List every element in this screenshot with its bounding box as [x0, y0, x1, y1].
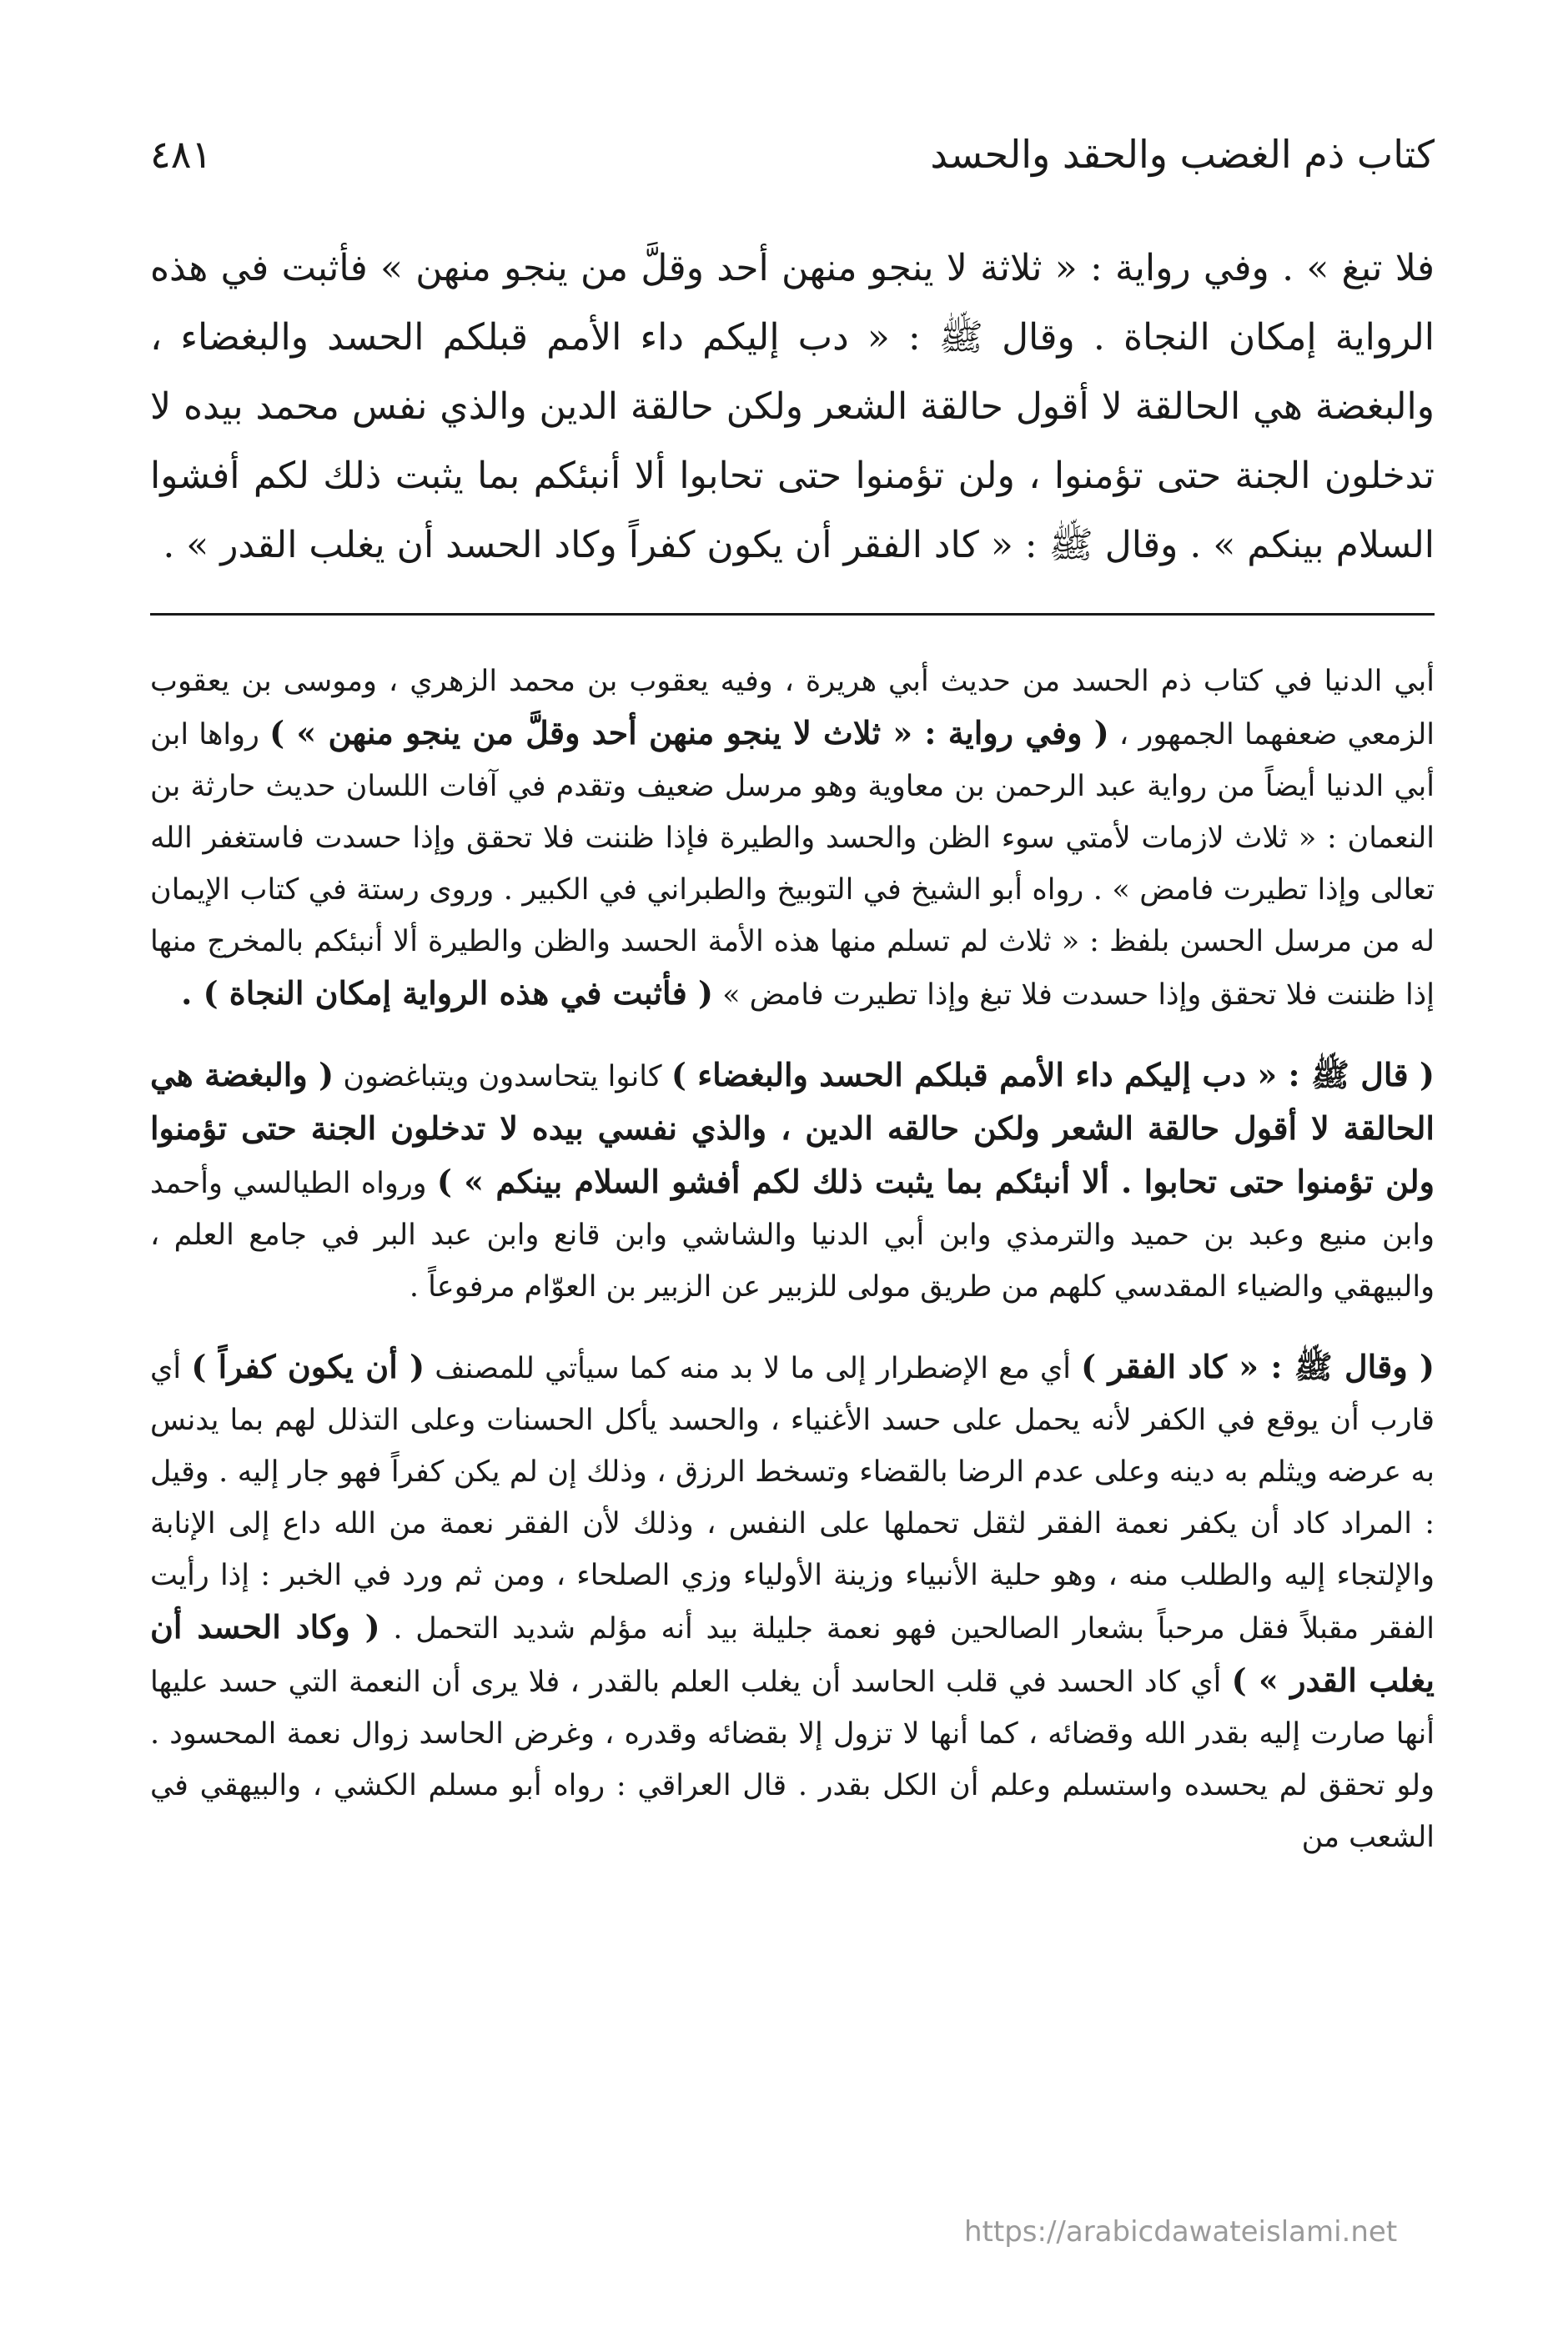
commentary-text: أي مع الإضطرار إلى ما لا بد منه كما سيأتي للمصنف: [425, 1352, 1082, 1385]
commentary-paragraph-3: [150, 1341, 1435, 1863]
commentary-quote: ( فأثبت في هذه الرواية إمكان النجاة ) .: [181, 974, 713, 1012]
separator-rule: [150, 613, 1435, 616]
commentary-quote: ( وكاد الحسد أن يغلب القدر » ): [150, 1608, 1435, 1699]
commentary-quote: ( والبغضة هي الحالقة لا أقول حالقة الشعر ولكن حالقه الدين ، والذي نفسي بيده لا تدخلون الجنة حتى تؤمنوا ولن تؤمنوا حتى تحابوا . ألا أنبئكم بما يثبت ذلك لكم أفشو السلام بينكم » ): [150, 1056, 1435, 1200]
commentary-text: رواها ابن أبي الدنيا أيضاً من رواية عبد الرحمن بن معاوية وهو مرسل ضعيف وتقدم في آفات اللسان حديث حارثة بن النعمان : « ثلاث لازمات لأمتي سوء الظن والحسد والطيرة فإذا ظننت فلا تحقق وإذا حسدت فاستغفر الله تعالى وإذا تطيرت فامض » . رواه أبو الشيخ في التوبيخ والطبراني في الكبير . وروى رستة في كتاب الإيمان له من مرسل الحسن بلفظ : « ثلاث لم تسلم منها هذه الأمة الحسد والظن والطيرة ألا أنبئكم بالمخرج منها إذا ظننت فلا تحقق وإذا حسدت فلا تبغ وإذا تطيرت فامض »: [150, 718, 1435, 1012]
commentary-text: كانوا يتحاسدون ويتباغضون: [334, 1060, 671, 1093]
running-title: كتاب ذم الغضب والحقد والحسد: [930, 132, 1435, 177]
main-text: فلا تبغ » . وفي رواية : « ثلاثة لا ينجو منهن أحد وقلَّ من ينجو منهن » فأثبت في هذه الرواية إمكان النجاة . وقال ﷺ : « دب إليكم داء الأمم قبلكم الحسد والبغضاء ، والبغضة هي الحالقة لا أقول حالقة الشعر ولكن حالقة الدين والذي نفس محمد بيده لا تدخلون الجنة حتى تؤمنوا ، ولن تؤمنوا حتى تحابوا ألا أنبئكم بما يثبت ذلك لكم أفشوا السلام بينكم » . وقال ﷺ : « كاد الفقر أن يكون كفراً وكاد الحسد أن يغلب القدر » .: [150, 247, 1435, 566]
commentary-text: أي قارب أن يوقع في الكفر لأنه يحمل على حسد الأغنياء ، والحسد يأكل الحسنات وعلى التذلل لهم بما يدنس به عرضه ويثلم به دينه وعلى عدم الرضا بالقضاء وتسخط الرزق ، وذلك إن لم يكن كفراً فهو جار إليه . وقيل : المراد كاد أن يكفر نعمة الفقر لثقل تحملها على النفس ، وذلك لأن الفقر نعمة من الله داع إلى الإنابة والإلتجاء إليه والطلب منه ، وهو حلية الأنبياء وزينة الأولياء وزي الصلحاء ، ومن ثم ورد في الخبر : إذا رأيت الفقر مقبلاً فقل مرحباً بشعار الصالحين فهو نعمة جليلة بيد أنه مؤلم شديد التحمل .: [150, 1352, 1435, 1646]
commentary-text: أي كاد الحسد في قلب الحاسد أن يغلب العلم بالقدر ، فلا يرى أن النعمة التي حسد عليها أنها صارت إليه بقدر الله وقضائه ، كما أنها لا تزول إلا بقضائه وقدره ، وغرض الحاسد زوال نعمة المحسود . ولو تحقق لم يحسده واستسلم وعلم أن الكل بقدر . قال العراقي : رواه أبو مسلم الكشي ، والبيهقي في الشعب من: [150, 1666, 1435, 1854]
commentary-quote: ( أن يكون كفراً ): [191, 1348, 425, 1385]
commentary-text: ورواه الطيالسي وأحمد وابن منيع وعبد بن حميد والترمذي وابن أبي الدنيا والشاشي وابن قانع وابن عبد البر في جامع العلم ، والبيهقي والضياء المقدسي كلهم من طريق مولى للزبير عن الزبير بن العوّام مرفوعاً .: [150, 1167, 1435, 1304]
watermark-url: https://arabicdawateislami.net: [964, 2215, 1398, 2249]
running-header: [150, 108, 1435, 183]
commentary-quote: ( قال ﷺ : « دب إليكم داء الأمم قبلكم الحسد والبغضاء ): [671, 1056, 1435, 1093]
commentary-quote: ( وفي رواية : « ثلاث لا ينجو منهن أحد وقلَّ من ينجو منهن » ): [269, 714, 1109, 751]
commentary-paragraph-1: [150, 656, 1435, 1021]
commentary-text: أبي الدنيا في كتاب ذم الحسد من حديث أبي هريرة ، وفيه يعقوب بن محمد الزهري ، وموسى بن يعقوب الزمعي ضعفهما الجمهور ،: [150, 665, 1435, 751]
commentary-paragraph-2: [150, 1049, 1435, 1313]
book-page: [150, 108, 1435, 2244]
page-number: ٤٨١: [150, 132, 213, 177]
commentary-quote: ( وقال ﷺ : « كاد الفقر ): [1081, 1348, 1435, 1385]
commentary: [150, 656, 1435, 1863]
